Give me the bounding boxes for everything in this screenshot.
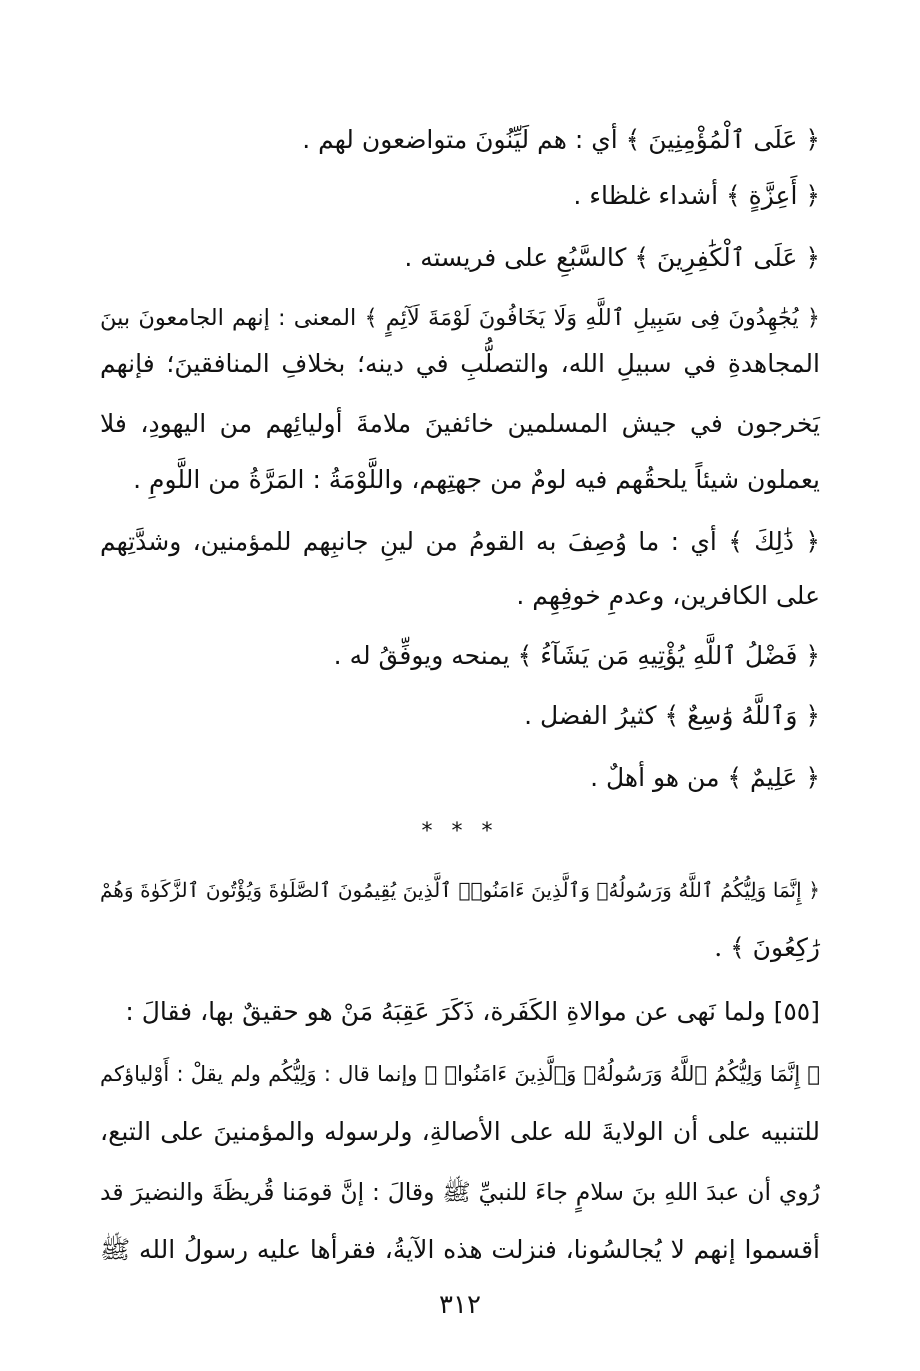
text-line-6: يَخرجون في جيش المسلمين خائفينَ ملامةَ أوليائِهم من اليهودِ، فلا (100, 409, 820, 438)
page-number: ٣١٢ (439, 1290, 481, 1320)
text-line-7: يعملون شيئاً يلحقُهم فيه لومٌ من جهتِهم، واللَّوْمَةُ : المَرَّةُ من اللَّومِ . (133, 465, 820, 494)
text-line-14: ﴿ إِنَّمَا وَلِيُّكُمُ ٱللَّهُ وَرَسُولُهُۥ وَٱلَّذِينَ ءَامَنُوا۟ ﴾ وإنما قال : وَلِيُّكُم ولم يقلْ : أَوْلياؤكم (100, 1062, 820, 1086)
verse-line-2: رَٰكِعُونَ ﴾ . (714, 933, 820, 962)
text-line-8: ﴿ ذَٰلِكَ ﴾ أي : ما وُصِفَ به القومُ من لينِ جانبِهم للمؤمنين، وشدَّتِهم (100, 527, 820, 556)
verse-line-1: ﴿ إِنَّمَا وَلِيُّكُمُ ٱللَّهُ وَرَسُولُهُۥ وَٱلَّذِينَ ءَامَنُوا۟ ٱلَّذِينَ يُقِيمُونَ ٱلصَّلَوٰةَ وَيُؤْتُونَ ٱلزَّكَوٰةَ وَهُمْ (100, 878, 820, 902)
text-line-11: ﴿ وَٱللَّهُ وَٰسِعٌ ﴾ كثيرُ الفضل . (524, 701, 820, 730)
text-line-5: المجاهدةِ في سبيلِ الله، والتصلُّبِ في دينه؛ بخلافِ المنافقينَ؛ فإنهم (100, 349, 820, 378)
text-line-12: ﴿ عَلِيمٌ ﴾ من هو أهلٌ . (590, 763, 820, 792)
text-line-2: ﴿ أَعِزَّةٍ ﴾ أشداء غلظاء . (573, 181, 820, 210)
text-line-3: ﴿ عَلَى ٱلْكَٰفِرِينَ ﴾ كالسَّبُعِ على فريسته . (404, 243, 820, 272)
text-line-1: ﴿ عَلَى ٱلْمُؤْمِنِينَ ﴾ أي : هم لَيِّنُونَ متواضعون لهم . (302, 125, 820, 154)
text-line-13: [٥٥] ولما نَهى عن موالاةِ الكَفَرة، ذَكَرَ عَقِبَهُ مَنْ هو حقيقٌ بها، فقالَ : (125, 997, 820, 1026)
section-separator: * * * (421, 819, 499, 844)
text-line-17: أقسموا إنهم لا يُجالسُونا، فنزلت هذه الآيةُ، فقرأها عليه رسولُ الله ﷺ (100, 1235, 820, 1264)
text-line-4: ﴿ يُجَٰهِدُونَ فِى سَبِيلِ ٱللَّهِ وَلَا يَخَافُونَ لَوْمَةَ لَآئِمٍ ﴾ المعنى : إنهم الجامعونَ بينَ (100, 305, 820, 331)
text-line-10: ﴿ فَضْلُ ٱللَّهِ يُؤْتِيهِ مَن يَشَآءُ ﴾ يمنحه ويوفِّقُ له . (333, 641, 820, 670)
text-line-16: رُوي أن عبدَ اللهِ بنَ سلامٍ جاءَ للنبيِّ ﷺ وقالَ : إنَّ قومَنا قُريظَةَ والنضيرَ قد (100, 1178, 820, 1206)
text-line-9: على الكافرين، وعدمِ خوفِهِم . (516, 581, 820, 610)
text-line-15: للتنبيه على أن الولايةَ لله على الأصالةِ، ولرسوله والمؤمنينَ على التبع، (100, 1117, 820, 1146)
